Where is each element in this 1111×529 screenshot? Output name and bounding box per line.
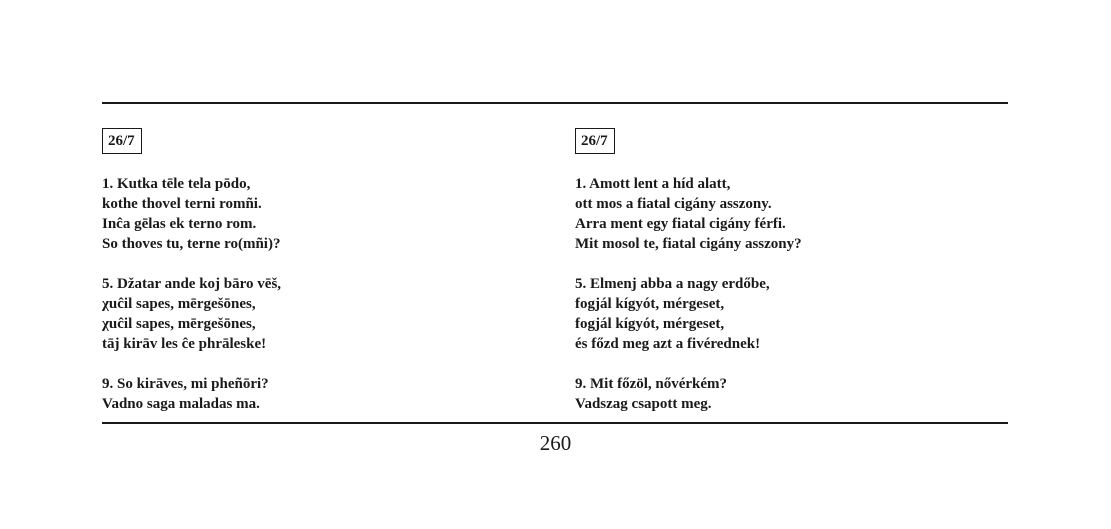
song-reference-box: 26/7 <box>575 128 615 154</box>
stanza <box>575 174 995 254</box>
verse-line: 9. So kirāves, mi pheñōri? <box>102 376 269 392</box>
stanza <box>102 174 522 254</box>
hungarian-column <box>575 128 995 434</box>
verse-line: 1. Kutka tēle tela pōdo, <box>102 176 251 192</box>
verse-line: χuĉil sapes, mērgešōnes, <box>102 316 256 332</box>
verse-line: fogjál kígyót, mérgeset, <box>575 316 725 332</box>
song-reference-box: 26/7 <box>102 128 142 154</box>
verse-line: 9. Mit főzöl, nővérkém? <box>575 376 728 392</box>
verse-line: Vadszag csapott meg. <box>575 396 712 412</box>
verse-line: és főzd meg azt a fivérednek! <box>575 336 761 352</box>
stanza <box>575 374 995 414</box>
verse-line: Inĉa gēlas ek terno rom. <box>102 216 257 232</box>
verse-line: 5. Elmenj abba a nagy erdőbe, <box>575 276 770 292</box>
stanza <box>575 274 995 354</box>
page-number: 260 <box>539 431 572 455</box>
verse-line: fogjál kígyót, mérgeset, <box>575 296 725 312</box>
verse-line: 1. Amott lent a híd alatt, <box>575 176 731 192</box>
top-rule <box>102 102 1008 104</box>
verse-line: tāj kirāv les ĉe phrāleske! <box>102 336 267 352</box>
stanza <box>102 374 522 414</box>
verse-line: ott mos a fiatal cigány asszony. <box>575 196 772 212</box>
verse-line: χuĉil sapes, mērgešōnes, <box>102 296 256 312</box>
hungarian-stanzas <box>575 174 995 414</box>
verse-line: Arra ment egy fiatal cigány férfi. <box>575 216 786 232</box>
bottom-rule <box>102 422 1008 424</box>
verse-line: 5. Džatar ande koj bāro vēš, <box>102 276 282 292</box>
romani-stanzas <box>102 174 522 414</box>
stanza <box>102 274 522 354</box>
romani-column <box>102 128 522 434</box>
verse-line: Mit mosol te, fiatal cigány asszony? <box>575 236 802 252</box>
verse-line: kothe thovel terni romñi. <box>102 196 262 212</box>
verse-line: Vadno saga maladas ma. <box>102 396 260 412</box>
verse-line: So thoves tu, terne ro(mñi)? <box>102 236 281 252</box>
